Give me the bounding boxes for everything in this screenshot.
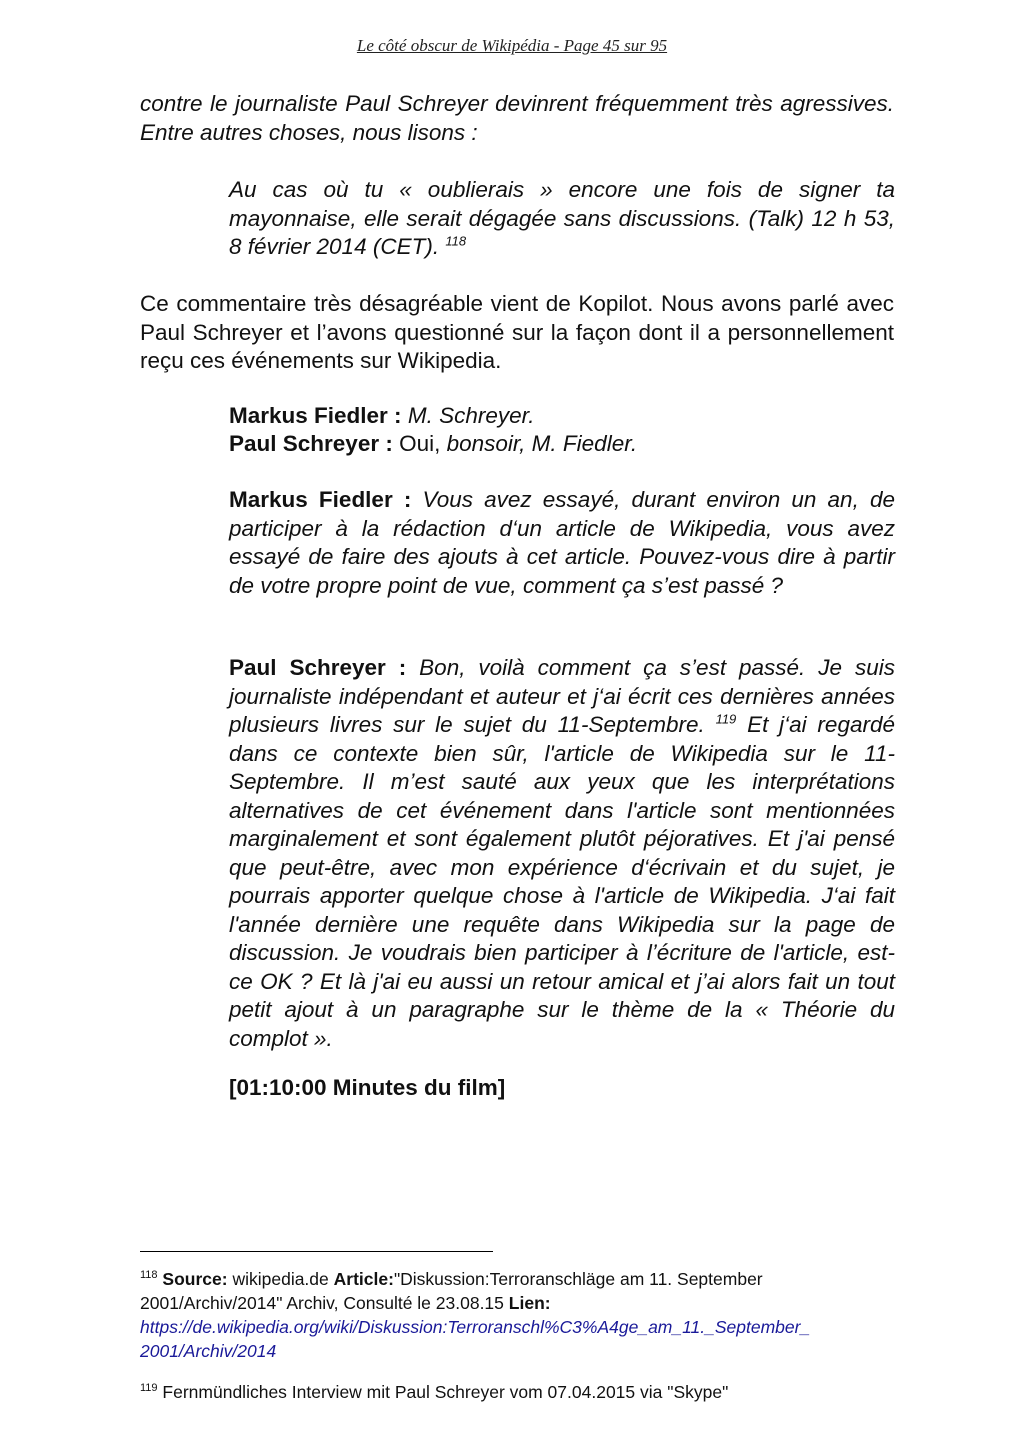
dialog-text-continued: Et j‘ai regardé dans ce contexte bien sûr, l'article de Wikipedia sur le 11-Septembre. Il m’est sauté aux yeux que les interprétations alternatives de cet événement dans l'article sont mentionnées marginalement et sont également plutôt péjoratives. Et j'ai pensé que peut-être, avec mon expérience d‘écrivain et du sujet, je pourrais apporter quelque chose à l'article de Wikipedia. J‘ai fait l'année dernière une requête dans Wikipedia sur la page de discussion. Je voudrais bien participer à l’écriture de l'article, est-ce OK ? Et là j'ai eu aussi un retour amical et j’ai alors fait un tout petit ajout à un paragraphe sur le thème de la « Théorie du complot ».	[229, 712, 895, 1051]
footnote-118	[140, 1267, 900, 1363]
footnote-divider	[140, 1251, 493, 1252]
talk-quote	[229, 176, 895, 262]
dialog-line-2	[229, 430, 895, 459]
article-value: "Diskussion:Terroranschläge am 11. September 2001/Archiv/2014" Archiv, Consulté le 23.08.15	[140, 1269, 763, 1313]
footnote-119	[140, 1380, 900, 1404]
speaker-name: Paul Schreyer :	[229, 431, 393, 456]
dialog-question	[229, 486, 895, 600]
source-value: wikipedia.de	[232, 1269, 329, 1289]
film-timestamp: [01:10:00 Minutes du film]	[229, 1075, 506, 1100]
running-header: Le côté obscur de Wikipédia - Page 45 sur 95	[356, 36, 668, 55]
comment-paragraph: Ce commentaire très désagréable vient de Kopilot. Nous avons parlé avec Paul Schreyer et l’avons questionné sur la façon dont il a personnellement reçu ces événements sur Wikipedia.	[140, 291, 894, 373]
link-label: Lien:	[508, 1293, 551, 1313]
dialog-text: Vous avez essayé, durant environ un an, de participer à la rédaction d‘un article de Wikipedia, vous avez essayé de faire des ajouts à cet article. Pouvez-vous dire à partir de votre propre point de vue, comment ça s’est passé ?	[229, 487, 895, 598]
speaker-name: Markus Fiedler :	[229, 487, 412, 512]
speaker-name: Markus Fiedler :	[229, 403, 402, 428]
article-label: Article:	[333, 1269, 394, 1289]
intro-paragraph: contre le journaliste Paul Schreyer devinrent fréquemment très agressives. Entre autres choses, nous lisons :	[140, 91, 894, 145]
footnote-number: 119	[140, 1382, 158, 1395]
dialog-text: M. Schreyer.	[407, 403, 535, 428]
dialog-line-1	[229, 402, 895, 431]
speaker-name: Paul Schreyer :	[229, 655, 407, 680]
dialog-answer	[229, 654, 895, 1053]
footnote-text: Fernmündliches Interview mit Paul Schreyer vom 07.04.2015 via "Skype"	[162, 1382, 729, 1402]
footnote-ref-118[interactable]: 118	[445, 233, 467, 249]
quote-text: Au cas où tu « oublierais » encore une fois de signer ta mayonnaise, elle serait dégagée sans discussions. (Talk) 12 h 53, 8 février 2014 (CET).	[229, 177, 895, 259]
dialog-text-plain: Oui,	[399, 431, 441, 456]
dialog-text: Bon, voilà comment ça s’est passé. Je suis journaliste indépendant et auteur et j‘ai écrit ces dernières années plusieurs livres sur le sujet du 11-Septembre.	[229, 655, 895, 737]
source-link[interactable]: https://de.wikipedia.org/wiki/Diskussion:Terroranschl%C3%A4ge_am_11._September_ 2001/Archiv/2014	[140, 1317, 811, 1361]
footnote-ref-119[interactable]: 119	[715, 711, 737, 727]
footnote-number: 118	[140, 1269, 158, 1282]
source-label: Source:	[162, 1269, 228, 1289]
dialog-text: bonsoir, M. Fiedler.	[446, 431, 638, 456]
